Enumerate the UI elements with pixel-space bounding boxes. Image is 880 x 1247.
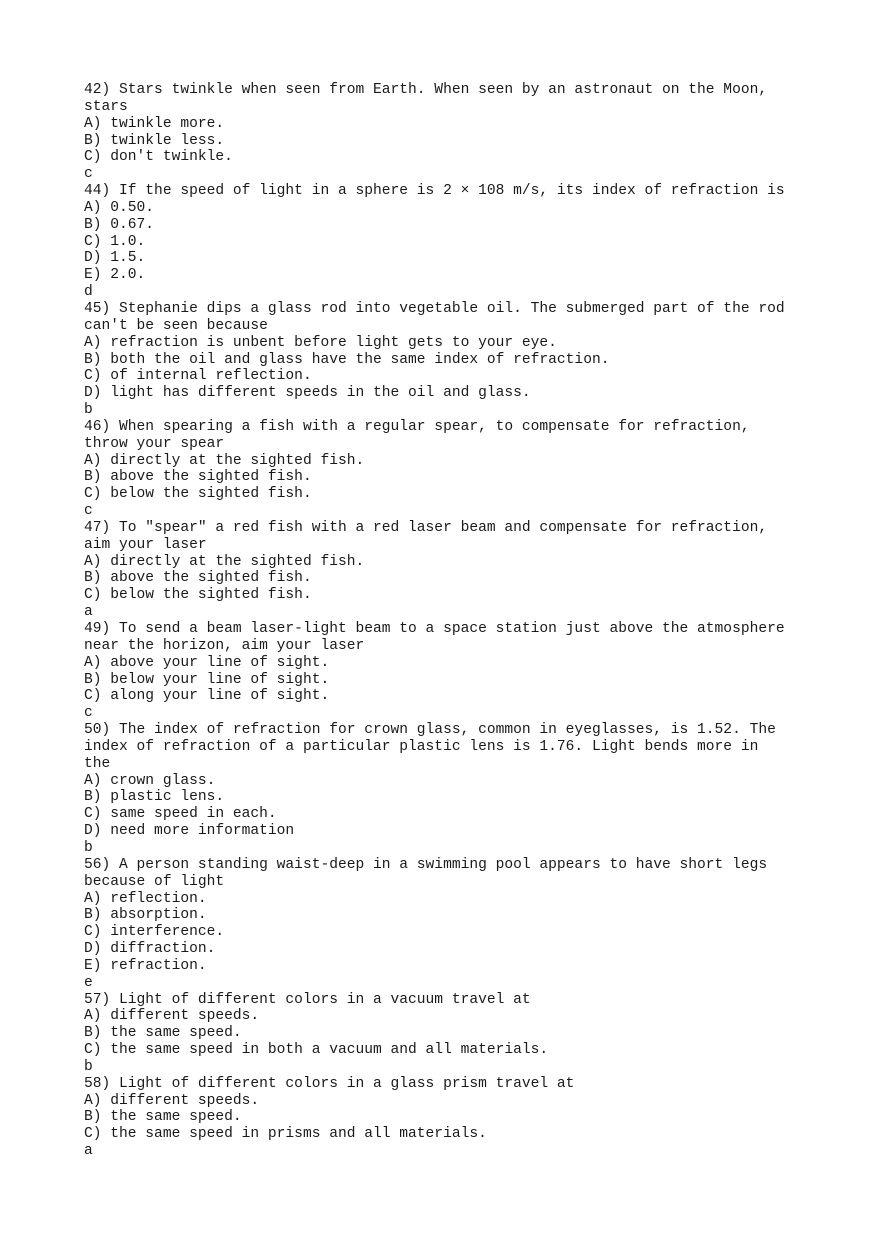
answer-key: a: [84, 604, 93, 621]
question-block: [84, 1076, 814, 1160]
question-stem-line: can't be seen because: [84, 317, 268, 334]
document-page: [84, 82, 814, 1160]
answer-option: A) different speeds.: [84, 1008, 260, 1025]
answer-option: C) the same speed in both a vacuum and all materials.: [84, 1042, 549, 1059]
answer-option: D) diffraction.: [84, 941, 216, 958]
answer-option: B) above the sighted fish.: [84, 469, 312, 486]
question-stem-line: 58) Light of different colors in a glass prism travel at: [84, 1075, 575, 1092]
answer-option: C) same speed in each.: [84, 806, 277, 823]
question-block: [84, 722, 814, 857]
question-block: [84, 301, 814, 419]
question-stem-line: 42) Stars twinkle when seen from Earth. When seen by an astronaut on the Moon,: [84, 82, 768, 98]
answer-key: b: [84, 1058, 93, 1075]
answer-key: c: [84, 503, 93, 520]
question-stem-line: because of light: [84, 873, 225, 890]
question-block: [84, 82, 814, 183]
answer-key: b: [84, 839, 93, 856]
answer-option: C) interference.: [84, 924, 225, 941]
question-stem-line: 57) Light of different colors in a vacuum travel at: [84, 991, 531, 1008]
answer-option: C) the same speed in prisms and all materials.: [84, 1126, 487, 1143]
question-block: [84, 520, 814, 621]
answer-option: A) reflection.: [84, 890, 207, 907]
question-stem-line: throw your spear: [84, 435, 225, 452]
question-block: [84, 183, 814, 301]
answer-option: C) below the sighted fish.: [84, 486, 312, 503]
question-stem-line: stars: [84, 98, 128, 115]
question-block: [84, 419, 814, 520]
answer-option: E) refraction.: [84, 957, 207, 974]
answer-option: D) need more information: [84, 823, 295, 840]
question-block: [84, 857, 814, 992]
question-stem-line: 56) A person standing waist-deep in a swimming pool appears to have short legs: [84, 856, 768, 873]
answer-option: A) directly at the sighted fish.: [84, 553, 365, 570]
question-stem-line: 45) Stephanie dips a glass rod into vegetable oil. The submerged part of the rod: [84, 300, 785, 317]
question-stem-line: 50) The index of refraction for crown glass, common in eyeglasses, is 1.52. The: [84, 722, 776, 739]
question-stem-line: near the horizon, aim your laser: [84, 637, 365, 654]
answer-option: B) above the sighted fish.: [84, 570, 312, 587]
answer-option: C) along your line of sight.: [84, 688, 330, 705]
question-stem-line: index of refraction of a particular plastic lens is 1.76. Light bends more in: [84, 738, 759, 755]
answer-option: B) absorption.: [84, 907, 207, 924]
question-block: [84, 621, 814, 722]
answer-option: D) 1.5.: [84, 250, 146, 267]
answer-option: B) 0.67.: [84, 216, 155, 233]
answer-option: C) of internal reflection.: [84, 368, 312, 385]
question-stem-line: aim your laser: [84, 536, 207, 553]
answer-option: C) 1.0.: [84, 233, 146, 250]
answer-option: B) both the oil and glass have the same index of refraction.: [84, 351, 610, 368]
answer-option: A) twinkle more.: [84, 115, 225, 132]
answer-key: a: [84, 1143, 93, 1160]
answer-key: c: [84, 705, 93, 722]
question-stem-line: 46) When spearing a fish with a regular spear, to compensate for refraction,: [84, 418, 750, 435]
answer-option: A) different speeds.: [84, 1092, 260, 1109]
answer-key: b: [84, 402, 93, 419]
answer-option: A) refraction is unbent before light gets to your eye.: [84, 334, 557, 351]
answer-option: C) below the sighted fish.: [84, 587, 312, 604]
answer-option: B) plastic lens.: [84, 789, 225, 806]
question-stem-line: 49) To send a beam laser-light beam to a space station just above the atmosphere: [84, 621, 785, 637]
answer-key: c: [84, 166, 93, 183]
question-stem-line: the: [84, 755, 111, 772]
question-stem-line: 44) If the speed of light in a sphere is 2 × 108 m/s, its index of refraction is: [84, 183, 785, 200]
answer-option: D) light has different speeds in the oil and glass.: [84, 385, 531, 402]
answer-option: B) the same speed.: [84, 1109, 242, 1126]
answer-option: B) below your line of sight.: [84, 671, 330, 688]
answer-key: e: [84, 974, 93, 991]
answer-option: A) crown glass.: [84, 772, 216, 789]
answer-option: A) above your line of sight.: [84, 654, 330, 671]
answer-option: A) 0.50.: [84, 199, 155, 216]
answer-option: B) the same speed.: [84, 1025, 242, 1042]
answer-option: B) twinkle less.: [84, 132, 225, 149]
question-block: [84, 992, 814, 1076]
answer-key: d: [84, 284, 93, 301]
answer-option: E) 2.0.: [84, 267, 146, 284]
question-stem-line: 47) To "spear" a red fish with a red laser beam and compensate for refraction,: [84, 519, 768, 536]
answer-option: A) directly at the sighted fish.: [84, 452, 365, 469]
answer-option: C) don't twinkle.: [84, 149, 233, 166]
